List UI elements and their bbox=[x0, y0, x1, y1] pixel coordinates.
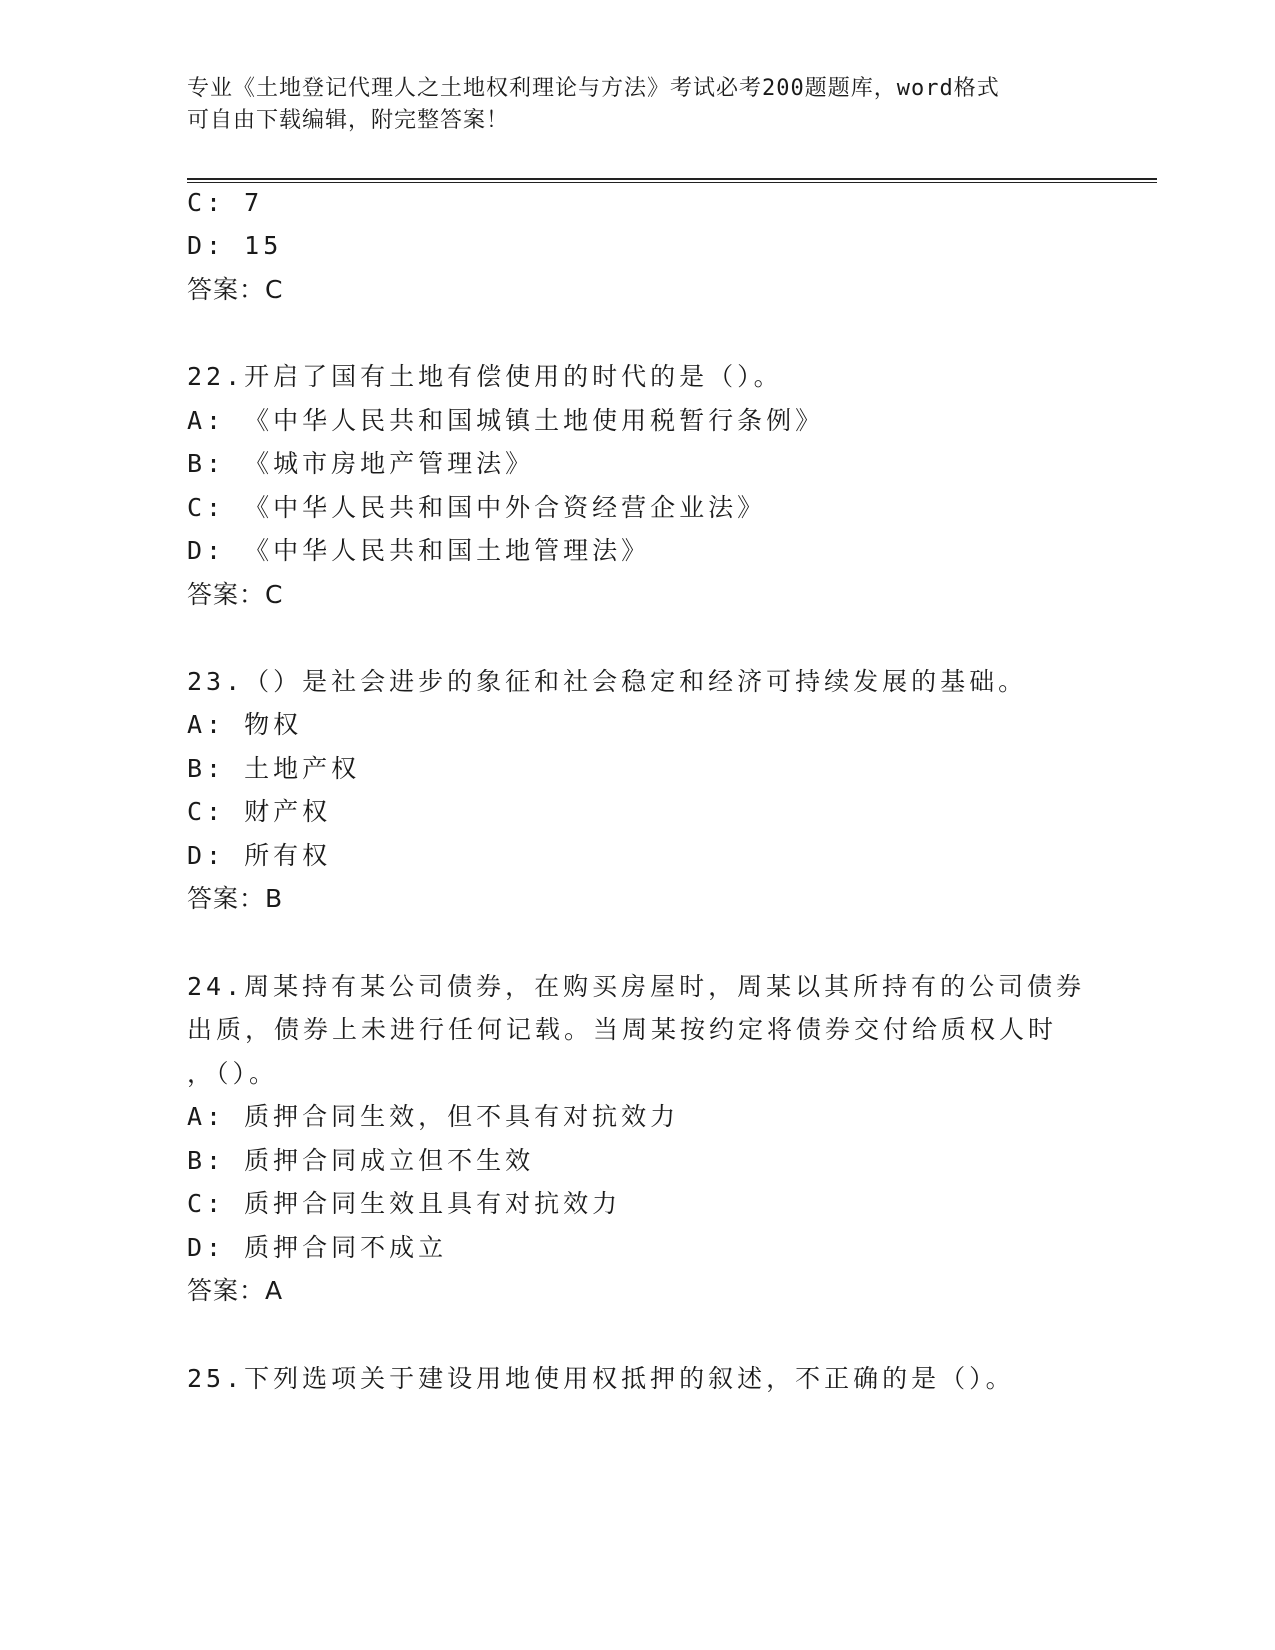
q24-option-a: A: 质押合同生效，但不具有对抗效力 bbox=[187, 1102, 680, 1131]
q22-stem: 22.开启了国有土地有偿使用的时代的是（）。 bbox=[187, 362, 783, 391]
q22-option-b: B: 《城市房地产管理法》 bbox=[187, 449, 535, 478]
q24-option-d: D: 质押合同不成立 bbox=[187, 1233, 448, 1262]
q23-option-b: B: 土地产权 bbox=[187, 754, 361, 783]
q22-answer: 答案：C bbox=[187, 580, 284, 609]
q21-answer: 答案：C bbox=[187, 275, 284, 304]
q23-answer: 答案：B bbox=[187, 884, 284, 913]
header-line-2: 可自由下载编辑，附完整答案！ bbox=[187, 108, 510, 133]
q22-option-a: A: 《中华人民共和国城镇土地使用税暂行条例》 bbox=[187, 406, 825, 435]
header-rule-thin bbox=[187, 182, 1157, 183]
q24-answer: 答案：A bbox=[187, 1276, 284, 1305]
header-rule-thick bbox=[187, 178, 1157, 180]
q25-stem: 25.下列选项关于建设用地使用权抵押的叙述，不正确的是（）。 bbox=[187, 1364, 1015, 1393]
q22-option-c: C: 《中华人民共和国中外合资经营企业法》 bbox=[187, 493, 767, 522]
q23-option-a: A: 物权 bbox=[187, 710, 303, 739]
q23-option-d: D: 所有权 bbox=[187, 841, 332, 870]
q24-stem-line-1: 24.周某持有某公司债券，在购买房屋时，周某以其所持有的公司债券 bbox=[187, 972, 1086, 1001]
q21-option-c: C: 7 bbox=[187, 188, 264, 217]
document-header bbox=[187, 73, 1087, 137]
header-line-1: 专业《土地登记代理人之土地权利理论与方法》考试必考200题题库，word格式 bbox=[187, 76, 1000, 101]
q23-stem: 23.（）是社会进步的象征和社会稳定和经济可持续发展的基础。 bbox=[187, 667, 1028, 696]
q24-option-b: B: 质押合同成立但不生效 bbox=[187, 1146, 535, 1175]
q24-stem-line-3: ，（）。 bbox=[187, 1059, 279, 1088]
q24-stem-line-2: 出质，债券上未进行任何记载。当周某按约定将债券交付给质权人时 bbox=[187, 1015, 1058, 1044]
q23-option-c: C: 财产权 bbox=[187, 797, 332, 826]
q22-option-d: D: 《中华人民共和国土地管理法》 bbox=[187, 536, 651, 565]
q21-option-d: D: 15 bbox=[187, 231, 283, 260]
q24-option-c: C: 质押合同生效且具有对抗效力 bbox=[187, 1189, 622, 1218]
